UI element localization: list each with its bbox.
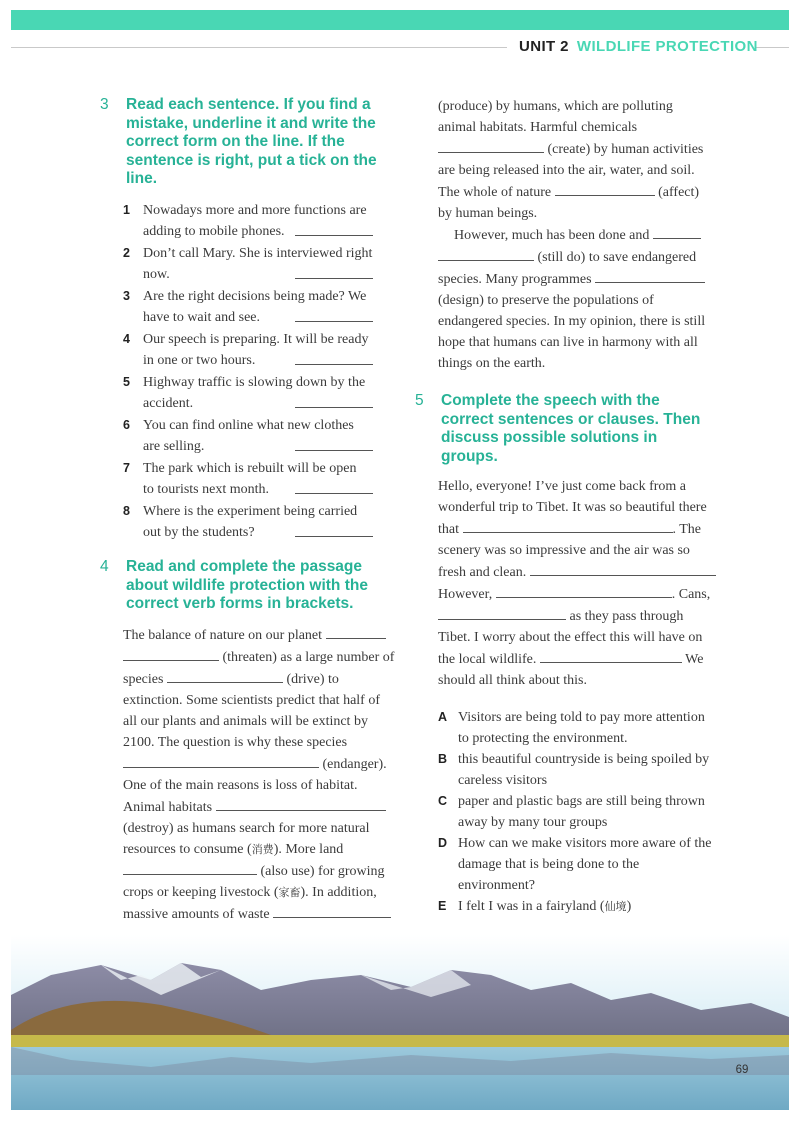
option-letter: A [438, 710, 448, 724]
item-text: Where is the experiment being carried [143, 504, 358, 519]
passage-text: The balance of nature on our planet [123, 628, 323, 643]
item-line [143, 522, 373, 544]
speech-text: . Cans, [671, 587, 711, 602]
item-text-cont: accident. [143, 396, 194, 411]
speech-text: We should all think about this. [438, 652, 704, 688]
answer-line[interactable] [295, 264, 373, 279]
item-number: 6 [123, 418, 130, 432]
unit-title: WILDLIFE PROTECTION [576, 38, 758, 55]
option-text: paper and plastic bags are still being thrown away by many tour groups [458, 794, 705, 830]
item-text-cont: have to wait and see. [143, 310, 261, 325]
blank[interactable] [530, 561, 716, 576]
exercise-item [123, 415, 373, 458]
verb-hint: (destroy) [123, 821, 174, 836]
option-item [438, 896, 713, 917]
verb-hint: (endanger). [322, 757, 387, 772]
exercise-item [123, 372, 373, 415]
cjk-gloss: 仙境 [604, 900, 627, 913]
section5-number: 5 [415, 392, 424, 409]
section4-passage-left [123, 624, 395, 925]
blank[interactable] [273, 903, 391, 918]
option-letter: E [438, 899, 447, 913]
speech-text: as they pass through Tibet. I worry about the effect this will have on the local wildlife. [438, 609, 703, 667]
exercise-item [123, 286, 373, 329]
header-rule-right [756, 47, 789, 48]
header-rule-left [11, 47, 507, 48]
verb-hint: (drive) [286, 672, 325, 687]
answer-line[interactable] [295, 479, 373, 494]
item-line [143, 436, 373, 458]
answer-line[interactable] [295, 307, 373, 322]
section4-passage-right [438, 96, 713, 374]
exercise-item [123, 200, 373, 243]
answer-line[interactable] [295, 393, 373, 408]
answer-line[interactable] [295, 221, 373, 236]
section3-instruction: Read each sentence. If you find a mistake, underline it and write the correct form on the line. If the sentence is right, put a tick on the line. [126, 96, 377, 187]
blank[interactable] [167, 668, 283, 683]
item-text: Highway traffic is slowing down by the [143, 375, 366, 390]
item-text: You can find online what new clothes [143, 418, 354, 433]
option-text: How can we make visitors more aware of the damage that is being done to the environment? [458, 836, 712, 893]
passage-text: by human activities are being released into the air, water, and soil. The whole of nature [438, 142, 704, 200]
item-line [143, 264, 373, 286]
item-number: 4 [123, 332, 130, 346]
item-text-cont: in one or two hours. [143, 353, 256, 368]
item-text: Don’t call Mary. She is interviewed right [143, 246, 373, 261]
section3-heading [100, 96, 390, 189]
option-item [438, 707, 713, 749]
section5-speech [438, 476, 716, 691]
item-number: 2 [123, 246, 130, 260]
option-text: Visitors are being told to pay more attention to protecting the environment. [458, 710, 705, 746]
unit-label: UNIT 2 [519, 38, 569, 55]
blank[interactable] [653, 224, 701, 239]
unit-header [519, 38, 758, 55]
blank[interactable] [123, 646, 219, 661]
item-text-cont: to tourists next month. [143, 482, 269, 497]
answer-line[interactable] [295, 350, 373, 365]
option-text-end: ) [626, 899, 632, 914]
blank[interactable] [216, 796, 386, 811]
blank[interactable] [123, 753, 319, 768]
blank[interactable] [438, 605, 566, 620]
passage-text: ). In addition, massive amounts of waste [123, 885, 377, 922]
verb-hint: (threaten) [222, 650, 277, 665]
verb-hint: (produce) [438, 99, 493, 114]
passage-text: One of the main reasons is loss of habitat. Animal habitats [123, 778, 358, 815]
option-letter: D [438, 836, 448, 850]
section5-instruction: Complete the speech with the correct sentences or clauses. Then discuss possible solutions in groups. [441, 392, 701, 465]
passage-text: However, much has been done and [454, 228, 650, 243]
section3-items [123, 200, 373, 544]
passage-text: to preserve the populations of endangered species. In my opinion, there is still hope that humans can live in harmony with all things on the earth. [438, 293, 706, 371]
answer-line[interactable] [295, 522, 373, 537]
verb-hint: (design) [438, 293, 484, 308]
landscape-photo [11, 935, 789, 1110]
exercise-item [123, 243, 373, 286]
option-letter: C [438, 794, 448, 808]
item-number: 5 [123, 375, 130, 389]
exercise-item [123, 329, 373, 372]
option-item [438, 791, 713, 833]
cjk-gloss: 家畜 [278, 886, 301, 899]
item-line [143, 393, 373, 415]
passage-text: as humans search for more natural resources to consume ( [123, 821, 370, 857]
cjk-gloss: 消费 [251, 843, 274, 856]
item-line [143, 479, 373, 501]
option-item [438, 749, 713, 791]
section4-instruction: Read and complete the passage about wildlife protection with the correct verb forms in brackets. [126, 558, 368, 612]
option-text-main: I felt I was in a fairyland ( [458, 899, 605, 914]
item-line [143, 307, 373, 329]
item-text: Nowadays more and more functions are [143, 203, 367, 218]
exercise-item [123, 458, 373, 501]
item-number: 8 [123, 504, 130, 518]
blank[interactable] [438, 138, 544, 153]
blank[interactable] [540, 648, 682, 663]
item-line [143, 350, 373, 372]
passage-text: by humans, which are polluting animal habitats. Harmful chemicals [438, 99, 673, 135]
verb-hint: (also use) [260, 864, 315, 879]
section4-number: 4 [100, 558, 109, 575]
item-line [143, 221, 373, 243]
item-text: The park which is rebuilt will be open [143, 461, 357, 476]
page-number: 69 [735, 1064, 749, 1076]
verb-hint: (still do) [537, 250, 586, 265]
item-text-cont: now. [143, 267, 170, 282]
item-text-cont: are selling. [143, 439, 205, 454]
option-letter: B [438, 752, 448, 766]
passage-text: for growing crops or keeping livestock ( [123, 864, 385, 900]
item-text-cont: out by the students? [143, 525, 255, 540]
blank[interactable] [463, 518, 673, 533]
passage-text: by human beings. [438, 206, 538, 221]
blank[interactable] [496, 583, 672, 598]
blank[interactable] [438, 246, 534, 261]
passage-text: to extinction. Some scientists predict that half of all our plants and animals will be extinct by 2100. The question is why these species [123, 672, 380, 750]
option-item [438, 833, 713, 896]
item-text: Our speech is preparing. It will be ready [143, 332, 369, 347]
blank[interactable] [123, 860, 257, 875]
top-accent-bar [11, 10, 789, 30]
blank[interactable] [555, 181, 655, 196]
item-text: Are the right decisions being made? We [143, 289, 367, 304]
passage-text: to save endangered species. Many programmes [438, 250, 697, 287]
section5-heading [415, 392, 715, 466]
answer-line[interactable] [295, 436, 373, 451]
item-number: 1 [123, 203, 130, 217]
speech-text: Hello, everyone! I’ve just come back from a wonderful trip to Tibet. It was so beautiful there that [438, 479, 707, 537]
speech-text: . The scenery was so impressive and the air was so fresh and clean. [438, 522, 702, 580]
item-text-cont: adding to mobile phones. [143, 224, 285, 239]
exercise-item [123, 501, 373, 544]
section4-heading [100, 558, 390, 614]
item-number: 3 [123, 289, 130, 303]
item-number: 7 [123, 461, 130, 475]
verb-hint: (create) [547, 142, 591, 157]
option-text [458, 896, 713, 917]
section5-options [438, 707, 713, 917]
passage-text: ). More land [273, 842, 344, 857]
passage-text: as a large number of species [123, 650, 395, 687]
blank[interactable] [326, 624, 386, 639]
option-text: this beautiful countryside is being spoiled by careless visitors [458, 752, 710, 788]
section3-number: 3 [100, 96, 109, 113]
blank[interactable] [595, 268, 705, 283]
verb-hint: (affect) [658, 185, 700, 200]
speech-text: However, [438, 587, 493, 602]
